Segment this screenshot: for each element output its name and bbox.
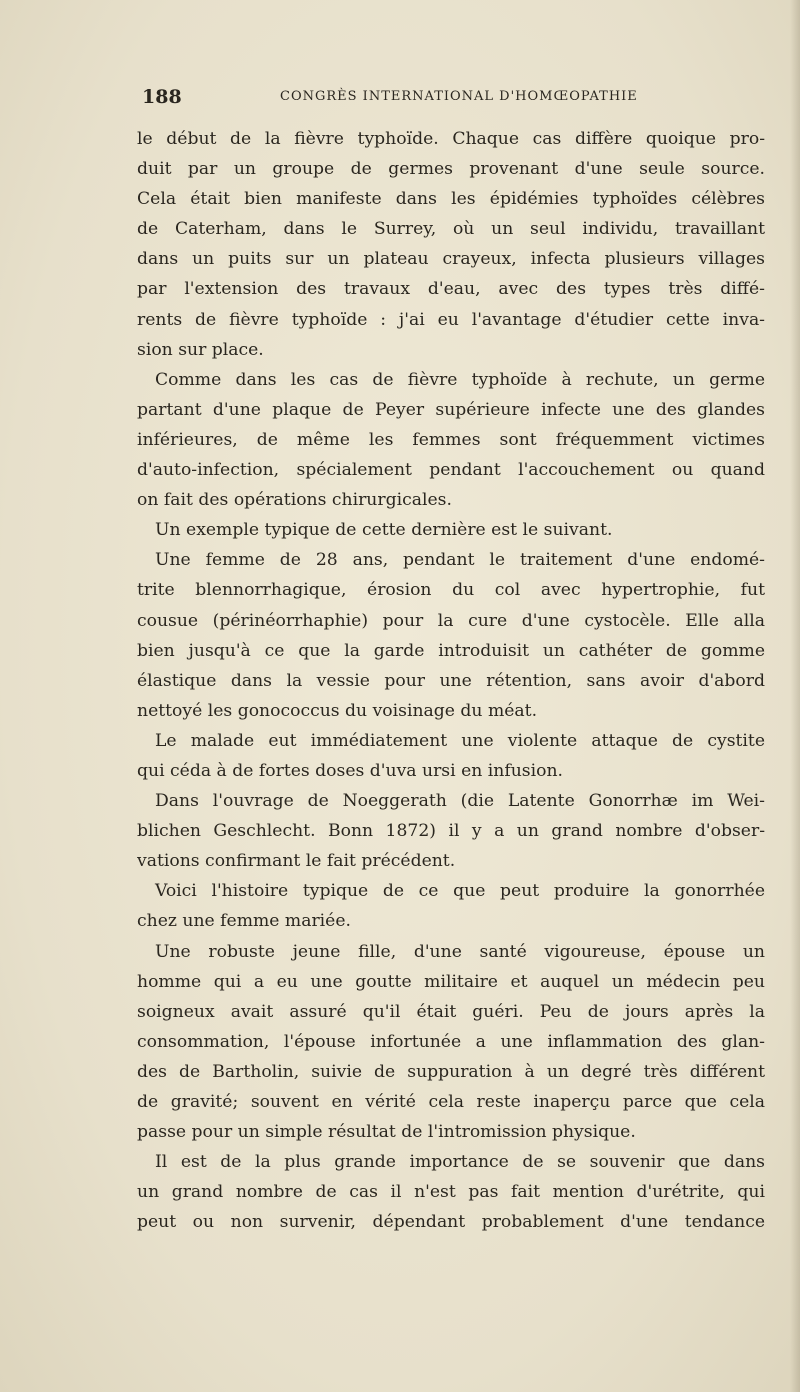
text-line: qui céda à de fortes doses d'uva ursi en infusion. bbox=[137, 760, 563, 781]
text-line: élastique dans la vessie pour une rétention, sans avoir d'abord bbox=[137, 670, 765, 691]
text-line: Une robuste jeune fille, d'une santé vigoureuse, épouse un bbox=[155, 941, 765, 962]
text-line: Le malade eut immédiatement une violente attaque de cystite bbox=[155, 730, 765, 751]
text-line: dans un puits sur un plateau crayeux, infecta plusieurs villages bbox=[137, 249, 765, 270]
text-line: on fait des opérations chirurgicales. bbox=[137, 490, 452, 511]
text-line: rents de fièvre typhoïde : j'ai eu l'avantage d'étudier cette inva- bbox=[137, 309, 765, 330]
text-line: Il est de la plus grande importance de se souvenir que dans bbox=[155, 1152, 765, 1173]
text-line: homme qui a eu une goutte militaire et auquel un médecin peu bbox=[137, 971, 765, 992]
text-line: trite blennorrhagique, érosion du col avec hypertrophie, fut bbox=[137, 580, 765, 601]
text-line: d'auto-infection, spécialement pendant l'accouchement ou quand bbox=[137, 460, 765, 481]
text-line: duit par un groupe de germes provenant d'une seule source. bbox=[137, 159, 765, 180]
text-line: Cela était bien manifeste dans les épidémies typhoïdes célèbres bbox=[137, 189, 765, 210]
text-line: consommation, l'épouse infortunée a une inflammation des glan- bbox=[137, 1031, 765, 1052]
text-line: un grand nombre de cas il n'est pas fait mention d'urétrite, qui bbox=[137, 1182, 765, 1203]
text-line: chez une femme mariée. bbox=[137, 911, 351, 932]
text-line: peut ou non survenir, dépendant probablement d'une tendance bbox=[137, 1212, 765, 1233]
body-text bbox=[137, 124, 765, 1237]
page-header bbox=[137, 86, 665, 112]
text-line: Voici l'histoire typique de ce que peut produire la gonorrhée bbox=[155, 881, 765, 902]
text-line: par l'extension des travaux d'eau, avec des types très diffé- bbox=[137, 279, 765, 300]
text-line: soigneux avait assuré qu'il était guéri. Peu de jours après la bbox=[137, 1001, 765, 1022]
page-edge-shadow bbox=[790, 0, 800, 1392]
text-line: le début de la fièvre typhoïde. Chaque cas diffère quoique pro- bbox=[137, 129, 765, 149]
text-line: des de Bartholin, suivie de suppuration à un degré très différent bbox=[137, 1061, 765, 1082]
text-line: inférieures, de même les femmes sont fréquemment victimes bbox=[137, 429, 765, 450]
text-line: cousue (périnéorrhaphie) pour la cure d'une cystocèle. Elle alla bbox=[137, 610, 765, 631]
text-line: Dans l'ouvrage de Noeggerath (die Latente Gonorrhæ im Wei- bbox=[155, 791, 765, 812]
text-line: partant d'une plaque de Peyer supérieure infecte une des glandes bbox=[137, 399, 765, 420]
running-head: CONGRÈS INTERNATIONAL D'HOMŒOPATHIE bbox=[280, 89, 638, 104]
text-line: Un exemple typique de cette dernière est le suivant. bbox=[155, 520, 613, 541]
page-number: 188 bbox=[142, 86, 182, 108]
text-line: de Caterham, dans le Surrey, où un seul individu, travaillant bbox=[137, 219, 765, 240]
text-line: vations confirmant le fait précédent. bbox=[137, 851, 456, 872]
text-line: sion sur place. bbox=[137, 339, 264, 360]
text-line: de gravité; souvent en vérité cela reste inaperçu parce que cela bbox=[137, 1092, 765, 1112]
text-line: nettoyé les gonococcus du voisinage du méat. bbox=[137, 700, 538, 721]
text-line: passe pour un simple résultat de l'intromission physique. bbox=[137, 1122, 636, 1143]
text-line: bien jusqu'à ce que la garde introduisit un cathéter de gomme bbox=[137, 640, 765, 661]
text-line: blichen Geschlecht. Bonn 1872) il y a un grand nombre d'obser- bbox=[137, 821, 765, 842]
text-line: Comme dans les cas de fièvre typhoïde à rechute, un germe bbox=[155, 369, 765, 390]
text-line: Une femme de 28 ans, pendant le traitement d'une endomé- bbox=[155, 550, 765, 571]
